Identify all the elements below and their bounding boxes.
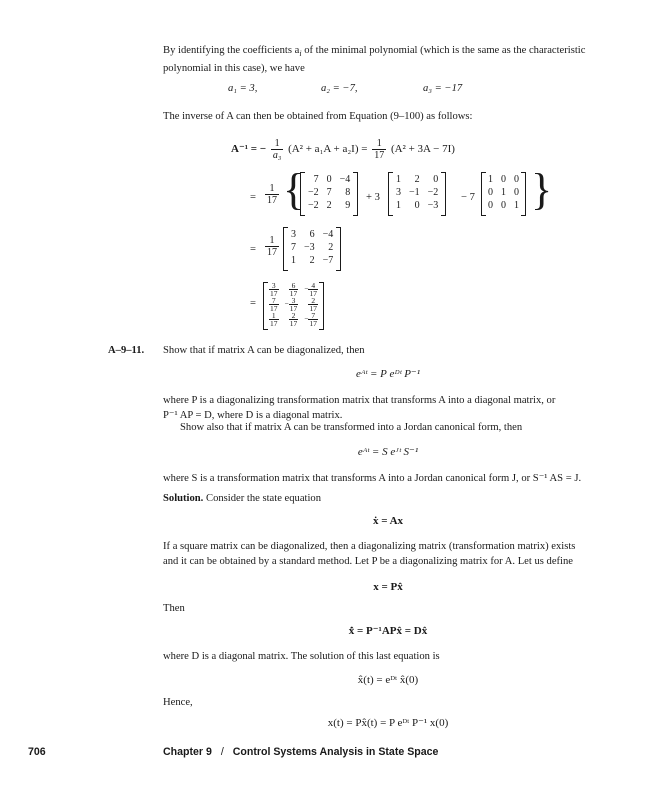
- row1-frac-num: 1: [265, 183, 279, 195]
- footer-chapter: Chapter 9: [163, 746, 212, 758]
- inverse-frac2: [372, 138, 386, 161]
- eq-sign-3: =: [250, 298, 256, 309]
- matrix-cell: −7: [322, 255, 334, 266]
- matrix-cell: 1: [291, 255, 296, 266]
- frac1-den: a₃: [272, 150, 282, 161]
- matrix-cell: 0: [433, 174, 439, 185]
- intro-text-2: polynomial in this case), we have: [163, 63, 305, 75]
- coef-plus: + 3: [366, 192, 380, 203]
- page-number: 706: [28, 746, 46, 758]
- matrix-row: [484, 186, 523, 199]
- matrix-cell: 6: [309, 229, 315, 240]
- matrix-cell: 2: [414, 174, 420, 185]
- matrix-cell: $\frac{2}{17}$: [289, 311, 298, 328]
- inverse-lhs: A⁻¹ = −: [231, 143, 267, 156]
- matrix-cell: 0: [501, 174, 506, 185]
- inverse-mid: (A² + a₁A + a₂I) =: [288, 143, 368, 156]
- solution-text: Consider the state equation: [206, 493, 322, 504]
- matrix-cell: $\frac{7}{17}$: [270, 296, 278, 313]
- matrix-cell: − $\frac{4}{17}$: [304, 281, 317, 298]
- hence-label: Hence,: [163, 697, 193, 708]
- inverse-equation: [231, 138, 455, 161]
- matrix-cell: −4: [322, 229, 334, 240]
- matrix-cell: −2: [308, 200, 319, 211]
- solution-para-a: If a square matrix can be diagonalized, then a diagonalizing matrix (transformation matrix) exists: [163, 541, 576, 552]
- intro-text-1: By identifying the coefficients a: [163, 45, 300, 56]
- eq-state: ẋ = Ax: [372, 515, 404, 527]
- eq-def: x = Px̂: [373, 581, 403, 593]
- matrix-cell: 1: [488, 174, 493, 185]
- problem-where1: [163, 393, 613, 423]
- inverse-frac1: [271, 138, 283, 161]
- problem-eq2: eᴬᵗ = S eᴶᵗ S⁻¹: [357, 446, 419, 458]
- frac2-num: 1: [372, 138, 386, 150]
- matrix-cell: 0: [501, 200, 506, 211]
- matrix-cell: −1: [409, 187, 420, 198]
- intro-text-1b: of the minimal polynomial (which is the same as the characteristic: [301, 45, 586, 56]
- coeff-a3: a₃ = −17: [423, 83, 463, 94]
- matrix-cell: 7: [326, 187, 332, 198]
- matrix-cell: 0: [514, 187, 519, 198]
- matrix-row: [304, 199, 354, 212]
- matrix-row: [266, 297, 321, 312]
- matrix-cell: 8: [345, 187, 351, 198]
- matrix-row: [304, 186, 354, 199]
- matrix-cell: 3: [291, 229, 296, 240]
- matrix-cell: 0: [488, 200, 493, 211]
- intro-paragraph: [163, 43, 613, 76]
- eq-sign-2: =: [250, 244, 256, 255]
- matrix-row: [266, 282, 321, 297]
- matrix-row: [392, 199, 442, 212]
- inverse-intro: The inverse of A can then be obtained from Equation (9–100) as follows:: [163, 111, 473, 122]
- matrix-row: [287, 228, 337, 241]
- footer-title: Control Systems Analysis in State Space: [232, 746, 439, 758]
- matrix-cell: 1: [514, 200, 519, 211]
- then-label: Then: [163, 603, 185, 614]
- matrix-cell: 2: [326, 200, 332, 211]
- matrix-row: [392, 173, 442, 186]
- matrix-cell: −3: [427, 200, 439, 211]
- matrix-cell: −4: [339, 174, 351, 185]
- matrix-cell: −3: [304, 242, 315, 253]
- matrix-cell: 7: [291, 242, 296, 253]
- matrix-cell: 3: [396, 187, 401, 198]
- problem-label: A–9–11.: [108, 345, 145, 356]
- matrix-a: [388, 172, 446, 213]
- left-brace: {: [283, 165, 305, 214]
- matrix-cell: 1: [396, 174, 401, 185]
- intro-sub: i: [299, 49, 302, 59]
- matrix-row: [287, 241, 337, 254]
- matrix-row: [392, 186, 442, 199]
- matrix-cell: −2: [308, 187, 319, 198]
- eq-hence: x(t) = Px̂(t) = P eᴰᵗ P⁻¹ x(0): [327, 717, 449, 729]
- matrix-identity: [481, 172, 526, 213]
- matrix-result: [283, 227, 341, 268]
- solution-para-b: and it can be obtained by a standard method. Let P be a diagonalizing matrix for A. Let us define: [163, 556, 573, 567]
- matrix-a-squared: [300, 172, 358, 213]
- problem-eq1: eᴬᵗ = P eᴰᵗ P⁻¹: [355, 368, 421, 380]
- row1-frac-den: 17: [267, 195, 277, 206]
- matrix-cell: −2: [427, 187, 439, 198]
- solution-label: Solution.: [163, 493, 204, 504]
- eq-sol: x̂(t) = eᴰᵗ x̂(0): [357, 674, 419, 686]
- matrix-cell: 0: [514, 174, 519, 185]
- row2-frac-den: 17: [267, 247, 277, 258]
- matrix-cell: 1: [396, 200, 401, 211]
- matrix-cell: 0: [414, 200, 420, 211]
- row2-frac: [263, 235, 281, 258]
- matrix-cell: 0: [326, 174, 332, 185]
- row2-frac-num: 1: [265, 235, 279, 247]
- frac1-num: 1: [271, 138, 283, 150]
- coef-minus: − 7: [461, 192, 475, 203]
- where1-a: where P is a diagonalizing transformation matrix that transforms A into a diagonal matrix, or: [163, 395, 556, 406]
- problem-where2: where S is a transformation matrix that transforms A into a Jordan canonical form J, or S⁻¹ AS = J.: [163, 473, 582, 484]
- matrix-cell: 9: [345, 200, 351, 211]
- matrix-cell: 7: [313, 174, 319, 185]
- matrix-cell: − $\frac{3}{17}$: [284, 296, 298, 313]
- matrix-row: [266, 312, 321, 327]
- solution-paragraph: [163, 539, 613, 569]
- matrix-cell: 0: [488, 187, 493, 198]
- matrix-cell: $\frac{3}{17}$: [270, 281, 278, 298]
- matrix-final: [263, 282, 324, 327]
- eq-sign-1: =: [250, 192, 256, 203]
- eq-then: x̂̇ = P⁻¹APx̂ = Dx̂: [348, 625, 428, 637]
- matrix-cell: − $\frac{7}{17}$: [304, 311, 317, 328]
- matrix-cell: $\frac{6}{17}$: [289, 281, 298, 298]
- row1-frac: [263, 183, 281, 206]
- frac2-den: 17: [374, 150, 385, 161]
- matrix-row: [484, 199, 523, 212]
- problem-also: Show also that if matrix A can be transformed into a Jordan canonical form, then: [180, 422, 523, 433]
- matrix-cell: 1: [501, 187, 506, 198]
- matrix-row: [287, 254, 337, 267]
- right-brace: }: [531, 165, 553, 214]
- matrix-cell: $\frac{1}{17}$: [270, 311, 278, 328]
- matrix-row: [484, 173, 523, 186]
- where1-b: P⁻¹ AP = D, where D is a diagonal matrix.: [163, 410, 343, 421]
- chapter-footer: [163, 746, 438, 758]
- matrix-cell: 2: [309, 255, 315, 266]
- matrix-cell: 2: [328, 242, 334, 253]
- coeff-a2: a₂ = −7,: [321, 83, 358, 94]
- coeff-a1: a₁ = 3,: [228, 83, 258, 94]
- solution-heading: [163, 492, 321, 506]
- footer-separator: /: [220, 746, 224, 758]
- matrix-cell: $\frac{2}{17}$: [309, 296, 317, 313]
- where-d: where D is a diagonal matrix. The solution of this last equation is: [163, 651, 440, 662]
- inverse-rhs: (A² + 3A − 7I): [390, 143, 455, 156]
- matrix-row: [304, 173, 354, 186]
- problem-statement: Show that if matrix A can be diagonalized, then: [163, 345, 365, 356]
